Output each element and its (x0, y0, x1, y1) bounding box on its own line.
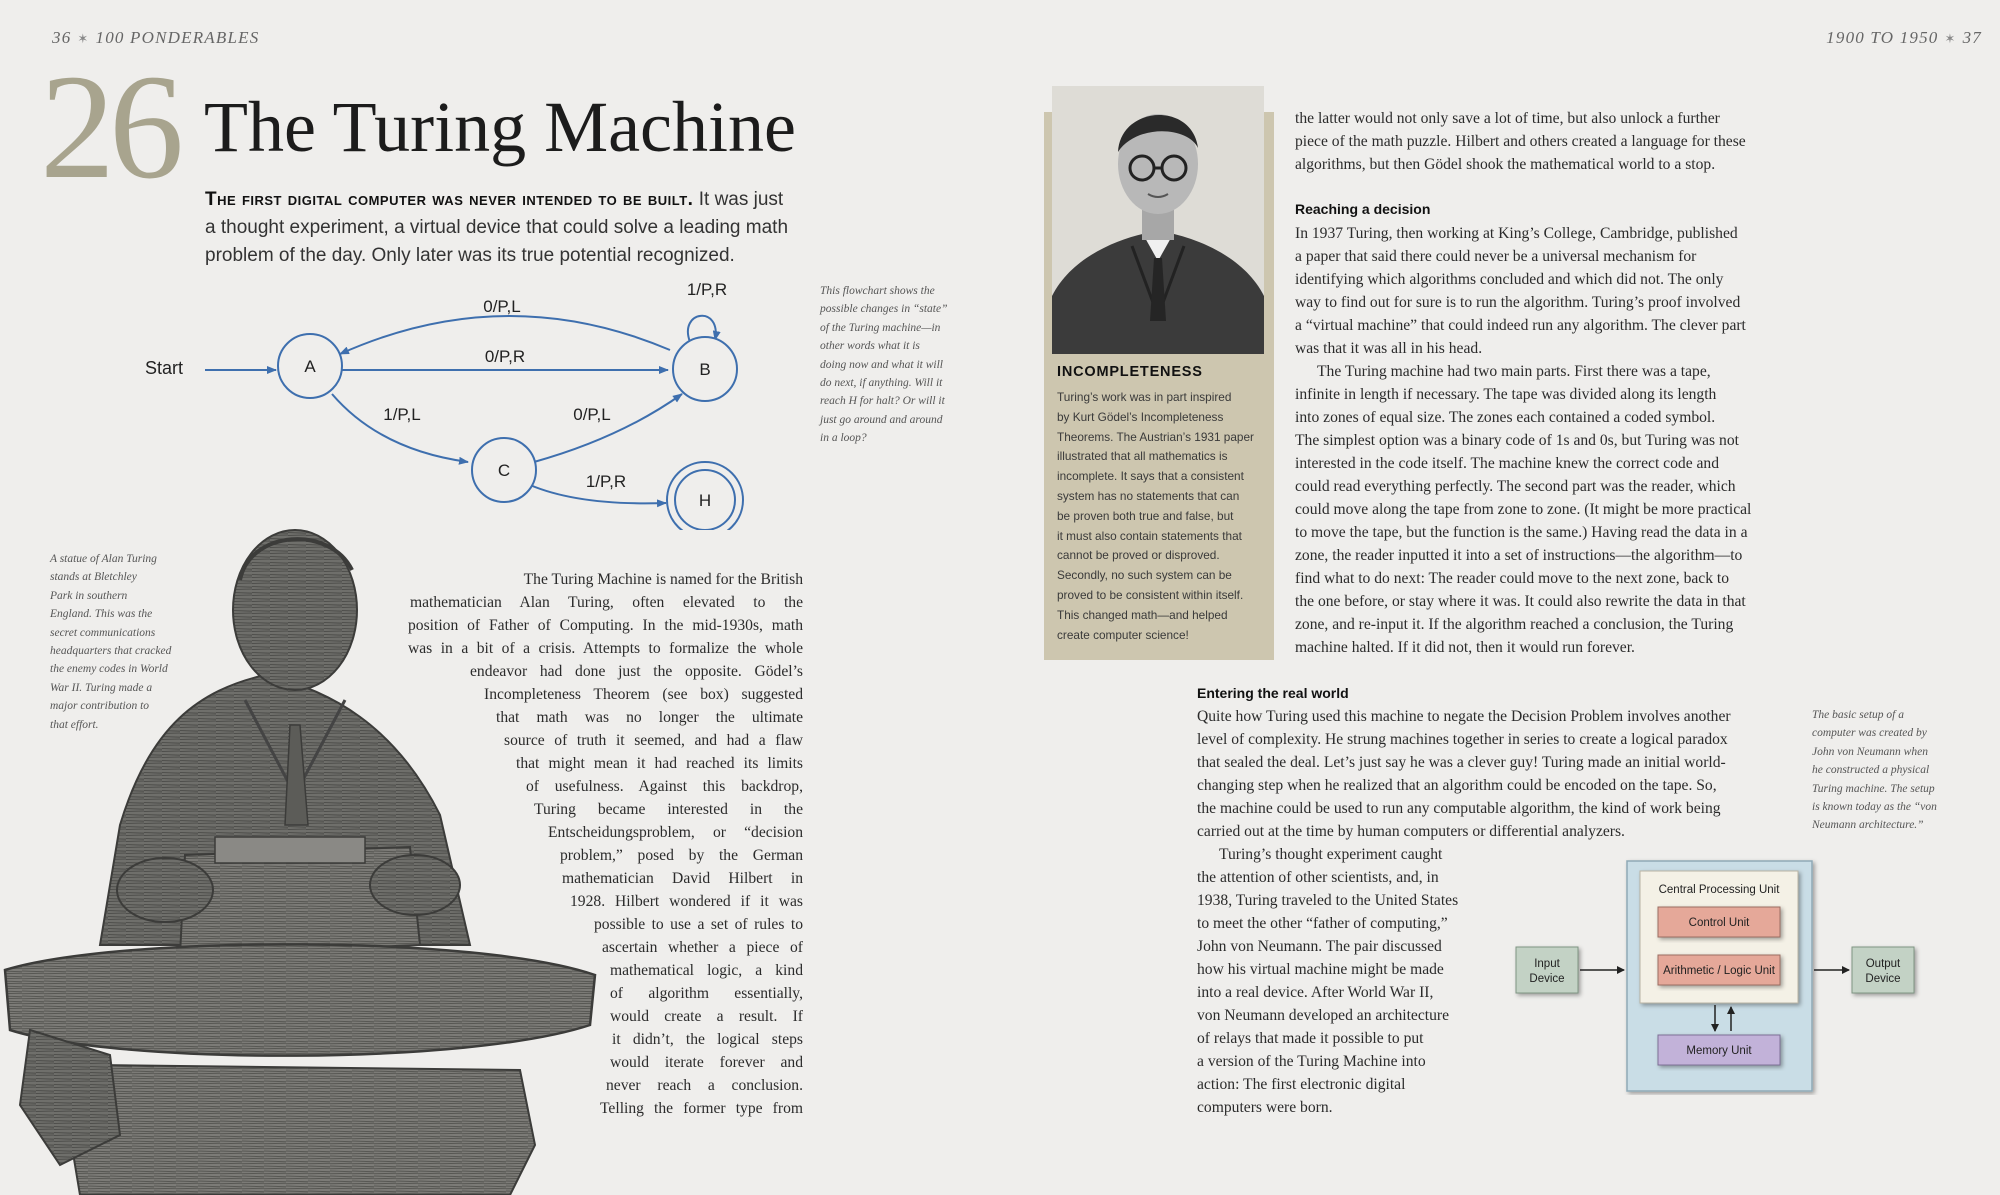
right-body-line: zone, the reader inputted it into a set of instructions—the algorithm—to (1295, 547, 1743, 564)
sidebar-heading: INCOMPLETENESS (1057, 364, 1203, 380)
right-body-line: how his virtual machine might be made (1197, 961, 1444, 978)
flowchart-caption-line: reach H for halt? Or will it (820, 395, 945, 408)
left-body-line: Turing became interested in the (534, 801, 803, 818)
statue-caption-line: England. This was the (50, 608, 153, 621)
right-body-line: identifying which algorithms concluded and which did not. The only (1295, 271, 1724, 288)
sidebar-line: Turing’s work was in part inspired (1057, 390, 1232, 404)
sidebar-line: create computer science! (1057, 627, 1189, 642)
left-running-title: 100 PONDERABLES (95, 28, 260, 47)
left-body-line: possible to use a set of rules to (594, 916, 803, 933)
diagram-caption-line: computer was created by (1812, 727, 1927, 740)
left-body-line: of algorithm essentially, (610, 985, 803, 1002)
right-body-line: carried out at the time by human computers or differential analyzers. (1197, 823, 1625, 840)
right-body-line: was that it was all in his head. (1295, 340, 1483, 357)
von-neumann-architecture-diagram (1512, 855, 1927, 1095)
right-body-line: the latter would not only save a lot of time, but also unlock a further (1295, 110, 1720, 127)
intro-lead: The first digital computer was never intended to be built. (205, 189, 694, 210)
flowchart-caption-line: This flowchart shows the (820, 285, 935, 297)
right-body-line: to move the tape, but the function is the same.) Having read the data in a (1295, 524, 1748, 541)
sidebar-body (1057, 388, 1272, 645)
section-heading-reaching-a-decision: Reaching a decision (1295, 201, 1431, 217)
left-body-line: it didn’t, the logical steps (612, 1031, 803, 1048)
edge-label-b-loop: 1/P,R (686, 280, 728, 299)
intro-text: It was just a thought experiment, a virtual device that could solve a leading math problem of the day. Only later was its true potential recognized. (205, 189, 789, 266)
right-body-line: interested in the code itself. The machine knew the correct code and (1295, 455, 1720, 472)
section-heading-entering-the-real-world: Entering the real world (1197, 685, 1349, 701)
right-body-line: piece of the math puzzle. Hilbert and others created a language for these (1295, 133, 1746, 150)
left-body-line: 1928. Hilbert wondered if it was (570, 893, 803, 910)
sidebar-line: it must also contain statements that (1057, 528, 1242, 543)
right-body-line: infinite in length if necessary. The tape was divided along its length (1295, 386, 1717, 403)
diagram-caption-line: John von Neumann when (1812, 745, 1928, 758)
right-body-line: zone, and re-input it. If the algorithm reached a conclusion, the Turing (1295, 616, 1734, 633)
diagram-caption-line: Neumann architecture.” (1812, 819, 1924, 832)
edge-label-a-to-c: 1/P,L (383, 405, 421, 424)
kurt-godel-portrait-photo (1052, 86, 1264, 354)
sidebar-line: by Kurt Gödel’s Incompleteness (1057, 409, 1224, 424)
sidebar-line: proved to be consistent within itself. (1057, 587, 1244, 602)
star-ornament-icon: ✶ (77, 31, 90, 46)
turing-state-flowchart (130, 270, 770, 530)
edge-label-a-to-b: 0/P,R (484, 347, 526, 366)
right-body-line: John von Neumann. The pair discussed (1197, 938, 1442, 955)
right-body-line: find what to do next: The reader could move to the next zone, back to (1295, 570, 1730, 587)
right-running-head (1826, 28, 1982, 48)
flowchart-caption (820, 282, 947, 448)
alu-label: Arithmetic / Logic Unit (1663, 965, 1775, 977)
statue-caption-line: that effort. (50, 718, 99, 731)
right-body-line: a “virtual machine” that could indeed run any algorithm. The clever part (1295, 317, 1746, 334)
right-body-line: the attention of other scientists, and, in (1197, 869, 1439, 886)
right-body-line: way to find out for sure is to run the algorithm. Turing’s proof involved (1295, 294, 1741, 311)
left-body-line: Entscheidungsproblem, or “decision (548, 824, 803, 841)
right-body-line: machine halted. If it did not, then it would run forever. (1295, 639, 1635, 656)
right-body-line: that sealed the deal. Let’s just say he was a clever guy! Turing made an initial world- (1197, 754, 1726, 771)
right-body-line: could move along the tape from zone to zone. (It might be more practical (1295, 501, 1752, 518)
right-body-line: action: The first electronic digital (1197, 1076, 1406, 1093)
flowchart-caption-line: possible changes in “state” (820, 303, 948, 316)
sidebar-line: incomplete. It says that a consistent (1057, 469, 1244, 484)
statue-caption-line: the enemy codes in World (50, 663, 168, 676)
statue-caption (50, 550, 171, 734)
flowchart-start-label: Start (144, 358, 184, 378)
flowchart-caption-line: of the Turing machine—in (820, 321, 941, 334)
right-body-line: level of complexity. He strung machines together in series to create a logical paradox (1197, 731, 1728, 748)
edge-label-c-to-h: 1/P,R (585, 472, 627, 491)
edge-label-c-to-b: 0/P,L (573, 405, 611, 424)
right-body-line: The Turing machine had two main parts. First there was a tape, (1317, 363, 1711, 380)
sidebar-line: cannot be proved or disproved. (1057, 548, 1220, 563)
right-body-line: the one before, or stay where it was. It could also rewrite the data in that (1295, 593, 1746, 610)
sidebar-line: This changed math—and helped (1057, 607, 1228, 622)
state-a-label: A (304, 357, 316, 376)
star-ornament-icon: ✶ (1944, 31, 1957, 46)
left-body-line: was in a bit of a crisis. Attempts to formalize the whole (408, 640, 803, 657)
left-body-line: source of truth it seemed, and had a flaw (504, 732, 803, 749)
right-body-line: algorithms, but then Gödel shook the mathematical world to a stop. (1295, 156, 1716, 173)
flowchart-caption-line: just go around and around (820, 413, 943, 426)
right-body-line: a version of the Turing Machine into (1197, 1053, 1426, 1070)
statue-caption-line: major contribution to (50, 700, 150, 713)
right-body-line: changing step when he realized that an algorithm could be encoded on the tape. So, (1197, 777, 1717, 794)
memory-unit-label: Memory Unit (1686, 1045, 1752, 1057)
right-body-line: into a real device. After World War II, (1197, 984, 1434, 1001)
statue-caption-line: A statue of Alan Turing (50, 553, 157, 565)
diagram-caption-line: Turing machine. The setup (1812, 782, 1935, 795)
sidebar-line: system has no statements that can (1057, 488, 1240, 503)
right-body-line: the machine could be used to run any computable algorithm, the kind of work being (1197, 800, 1721, 817)
control-unit-label: Control Unit (1688, 917, 1750, 929)
left-page-number: 36 (52, 28, 72, 47)
flowchart-caption-line: do next, if anything. Will it (820, 377, 943, 390)
left-body-line: mathematician Alan Turing, often elevated to the (410, 594, 803, 611)
left-body-line: that might mean it had reached its limits (516, 755, 803, 772)
left-body-line: mathematical logic, a kind (610, 962, 803, 979)
diagram-caption (1812, 706, 1937, 835)
statue-caption-line: War II. Turing made a (50, 681, 153, 694)
statue-caption-line: stands at Bletchley (50, 571, 137, 584)
state-b-label: B (699, 360, 711, 379)
chapter-title: The Turing Machine (204, 87, 796, 167)
right-running-title: 1900 TO 1950 (1826, 28, 1939, 47)
state-h-label: H (698, 491, 712, 510)
left-body-line: ascertain whether a piece of (602, 939, 803, 956)
left-body-line: problem,” posed by the German (560, 847, 803, 864)
statue-caption-line: headquarters that cracked (50, 645, 172, 658)
right-body-line: computers were born. (1197, 1099, 1333, 1116)
right-body-line: Turing’s thought experiment caught (1219, 846, 1443, 863)
left-body-line: never reach a conclusion. (606, 1077, 803, 1094)
cpu-label: Central Processing Unit (1658, 884, 1780, 896)
left-body-line: mathematician David Hilbert in (562, 870, 803, 887)
sidebar-line: Theorems. The Austrian’s 1931 paper (1057, 429, 1254, 444)
left-body-line: would create a result. If (610, 1008, 803, 1025)
diagram-caption-line: he constructed a physical (1812, 764, 1930, 777)
input-device-label-line2: Device (1529, 973, 1565, 985)
flowchart-caption-line: in a loop? (820, 432, 867, 445)
output-device-box (1852, 947, 1914, 993)
sidebar-line: be proven both true and false, but (1057, 508, 1234, 523)
statue-caption-line: secret communications (50, 626, 156, 639)
left-body-line: Incompleteness Theorem (see box) suggested (484, 686, 803, 703)
flowchart-caption-line: other words what it is (820, 340, 920, 353)
left-body-line: The Turing Machine is named for the British (523, 571, 803, 588)
flowchart-caption-line: doing now and what it will (820, 358, 944, 371)
diagram-caption-line: is known today as the “von (1812, 801, 1937, 814)
sidebar-line: illustrated that all mathematics is (1057, 449, 1228, 464)
state-c-label: C (497, 461, 511, 480)
output-device-label-line1: Output (1865, 958, 1901, 970)
chapter-intro (205, 186, 795, 270)
right-page-number: 37 (1962, 28, 1982, 47)
left-body-line: would iterate forever and (610, 1054, 803, 1071)
input-device-box (1516, 947, 1578, 993)
right-body-line: of relays that made it possible to put (1197, 1030, 1424, 1047)
chapter-number: 26 (40, 44, 178, 210)
diagram-caption-line: The basic setup of a (1812, 709, 1904, 721)
left-body-line: position of Father of Computing. In the mid-1930s, math (408, 617, 803, 634)
left-body-line: endeavor had done just the opposite. Gödel’s (470, 663, 803, 680)
output-device-label-line2: Device (1865, 973, 1901, 985)
right-body-line: a paper that said there could never be a universal mechanism for (1295, 248, 1697, 265)
right-body-line: 1938, Turing traveled to the United States (1197, 892, 1459, 909)
right-body-line: could read everything perfectly. The second part was the reader, which (1295, 478, 1736, 495)
edge-label-b-to-a: 0/P,L (483, 297, 521, 316)
right-body-line: Quite how Turing used this machine to negate the Decision Problem involves another (1197, 708, 1731, 725)
right-body-line: von Neumann developed an architecture (1197, 1007, 1449, 1024)
left-body-line: that math was no longer the ultimate (496, 709, 803, 726)
right-body-line: The simplest option was a binary code of 1s and 0s, but Turing was not (1295, 432, 1739, 449)
right-body-line: In 1937 Turing, then working at King’s College, Cambridge, published (1295, 225, 1738, 242)
input-device-label-line1: Input (1534, 958, 1560, 970)
statue-caption-line: Park in southern (50, 589, 128, 602)
left-body-line: Telling the former type from (600, 1100, 803, 1117)
sidebar-line: Secondly, no such system can be (1057, 568, 1232, 583)
right-body-line: to meet the other “father of computing,” (1197, 915, 1448, 932)
right-body-line: into zones of equal size. The zones each contained a coded symbol. (1295, 409, 1716, 426)
left-body-line: of usefulness. Against this backdrop, (526, 778, 803, 795)
